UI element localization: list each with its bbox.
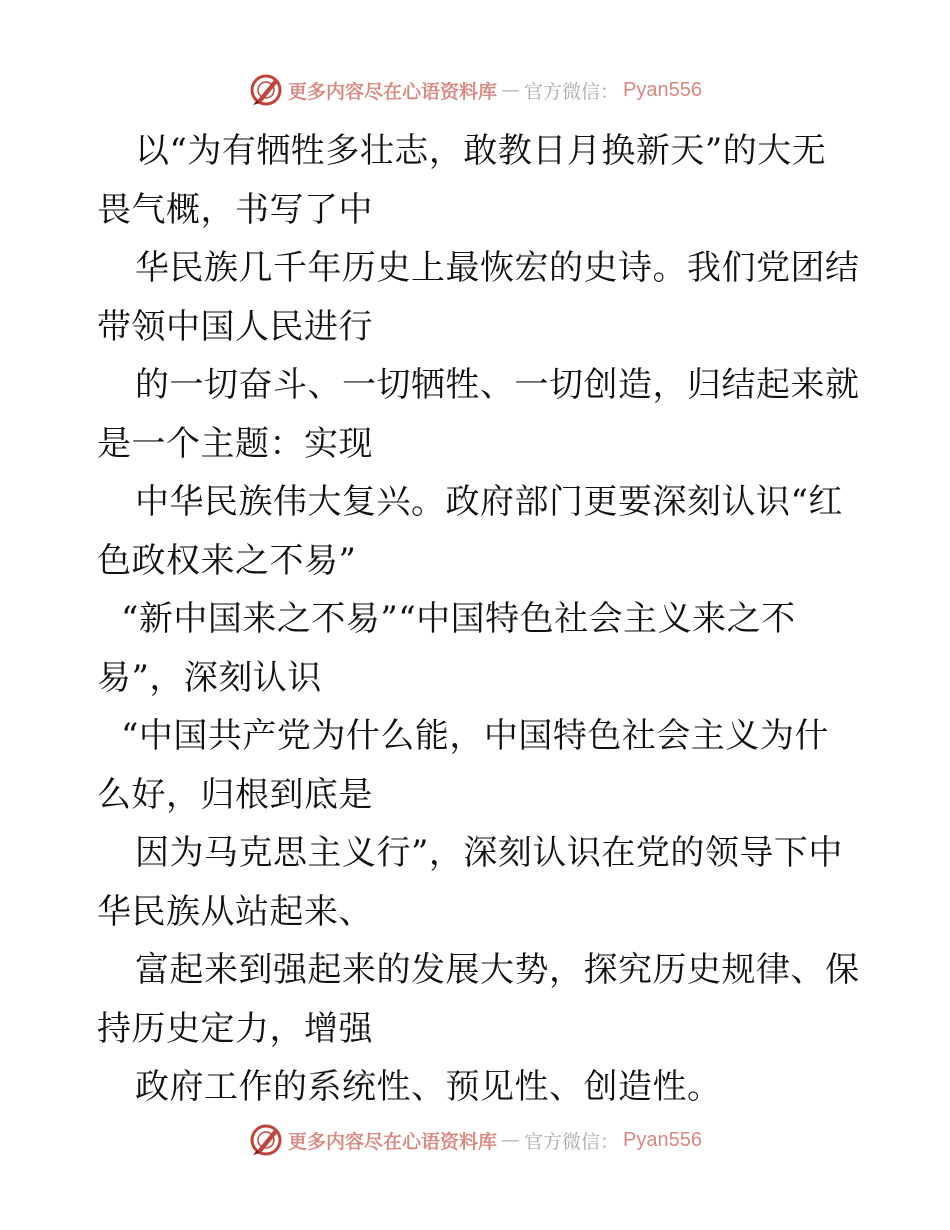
banner-wechat-label: 官方微信： bbox=[524, 1130, 620, 1153]
text-line: 么好，归根到底是 bbox=[97, 774, 373, 815]
banner-dash: — bbox=[501, 1129, 521, 1151]
banner-wechat-id: Pyan556 bbox=[623, 78, 702, 101]
pen-logo-icon bbox=[248, 1122, 284, 1158]
text-line: 是一个主题：实现 bbox=[97, 423, 373, 464]
pen-logo-icon bbox=[248, 72, 284, 108]
text-line: 带领中国人民进行 bbox=[97, 306, 373, 347]
text-line: 易”，深刻认识 bbox=[97, 657, 322, 698]
banner-title: 更多内容尽在心语资料库 bbox=[288, 1130, 498, 1153]
text-line: “新中国来之不易”“中国特色社会主义来之不 bbox=[121, 599, 796, 639]
document-body bbox=[97, 122, 860, 1117]
text-line: 因为马克思主义行”，深刻认识在党的领导下中 bbox=[135, 833, 843, 873]
header-banner bbox=[0, 68, 950, 112]
banner-wechat-label: 官方微信： bbox=[524, 80, 620, 103]
banner-dash: — bbox=[501, 79, 521, 101]
text-line: 畏气概，书写了中 bbox=[97, 189, 373, 230]
banner-wechat-id: Pyan556 bbox=[623, 1128, 702, 1151]
text-line: 华民族几千年历史上最恢宏的史诗。我们党团结 bbox=[135, 248, 860, 288]
footer-banner bbox=[0, 1118, 950, 1162]
text-line: 以“为有牺牲多壮志，敢教日月换新天”的大无 bbox=[135, 131, 827, 171]
banner-title: 更多内容尽在心语资料库 bbox=[288, 80, 498, 103]
text-line: “中国共产党为什么能，中国特色社会主义为什 bbox=[121, 716, 829, 756]
text-line: 华民族从站起来、 bbox=[97, 891, 373, 932]
text-line: 政府工作的系统性、预见性、创造性。 bbox=[135, 1067, 722, 1107]
text-line: 持历史定力，增强 bbox=[97, 1008, 373, 1049]
text-line: 富起来到强起来的发展大势，探究历史规律、保 bbox=[135, 950, 860, 990]
text-line: 中华民族伟大复兴。政府部门更要深刻认识“红 bbox=[135, 482, 843, 522]
text-line: 的一切奋斗、一切牺牲、一切创造，归结起来就 bbox=[135, 365, 860, 405]
text-line: 色政权来之不易” bbox=[97, 540, 357, 581]
